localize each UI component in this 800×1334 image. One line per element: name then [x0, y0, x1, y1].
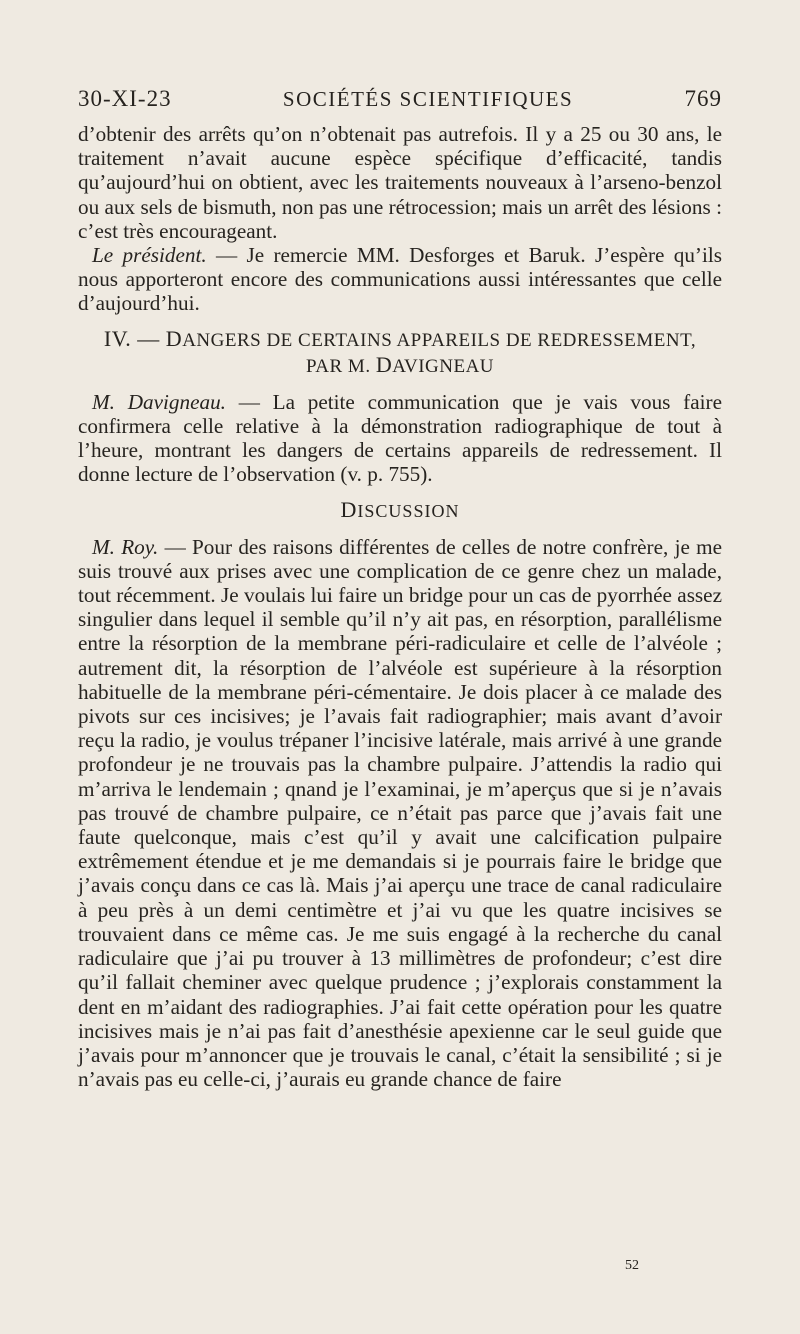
- speaker-roy: M. Roy.: [92, 534, 159, 559]
- section-heading-line-1: IV. — DANGERS DE CERTAINS APPAREILS DE REDRESSEMENT,: [103, 325, 697, 351]
- paragraph-2-text: — Je remercie MM. Desforges et Baruk. J’espère qu’ils nous apporteront encore des communications aussi intéressantes que celle d’aujourd’hui.: [78, 243, 722, 316]
- paragraph-3: [78, 390, 722, 487]
- section-heading: [78, 327, 722, 379]
- paragraph-3-text: — La petite communication que je vais vous faire confirmera celle relative à la démonstration radiographique de tout à l’heure, montrant les dangers de certains appareils de redressement. Il donne lecture de l’observation (v. p. 755).: [78, 389, 722, 487]
- speaker-davigneau: M. Davigneau.: [92, 389, 226, 414]
- section-heading-line-2: PAR M. DAVIGNEAU: [305, 351, 495, 377]
- header-page-number: 769: [684, 86, 722, 111]
- paragraph-4-text: — Pour des raisons différentes de celles de notre confrère, je me suis trouvé aux prises avec une complication de ce genre chez un malade, tout récemment. Je voulais lui faire un bridge pour un cas de pyorrhée assez singulier dans lequel il semble qu’il n’y ait pas, en résorption, parallélisme entre la résorption de la membrane péri-radiculaire et celle de l’alvéole ; autrement dit, la résorption de l’alvéole est supérieure à la résorption habituelle de la membrane péri-cémentaire. Je dois placer à ce malade des pivots sur ces incisives; je l’avais fait radiographier; mais avant d’avoir reçu la radio, je voulus trépaner l’incisive latérale, mais arrivé à une grande profondeur je ne trouvais pas la chambre pulpaire. J’attendis la radio qui m’arriva le lendemain ; qnand je l’examinai, je m’aperçus que si je n’avais pas trouvé de chambre pulpaire, ce n’était pas parce que j’avais fait une faute quelconque, mais c’est qu’il y avait une calcification pulpaire extrêmement étendue et je me demandais si je pourrais faire le bridge que j’avais conçu dans ce cas là. Mais j’ai aperçu une trace de canal radiculaire à peu près à un demi centimètre et j’ai vu que les quatre incisives se trouvaient dans ce même cas. Je me suis engagé à la recherche du canal radiculaire que j’ai pu trouver à 13 millimètres de profondeur; c’est dire qu’il fallait cheminer avec quelque prudence ; j’explorais constamment la dent en m’aidant des radiographies. J’ai fait cette opération pour les quatre incisives mais je n’ai pas fait d’anesthésie apexienne car le seul guide que j’avais pour m’annoncer que je trouvais le canal, c’était la sensibilité ; si je n’avais pas eu celle-ci, j’aurais eu grande chance de faire: [78, 534, 723, 1092]
- paragraph-1: d’obtenir des arrêts qu’on n’obtenait pas autrefois. Il y a 25 ou 30 ans, le traitement n’avait aucune espèce spécifique d’efficacité, tandis qu’aujourd’hui on obtient, avec les traitements nouveaux à l’arseno-benzol ou aux sels de bismuth, non pas une rétrocession; mais un arrêt des lésions : c’est très encourageant.: [78, 122, 722, 243]
- running-header: [78, 86, 722, 112]
- header-title: SOCIÉTÉS SCIENTIFIQUES: [282, 87, 574, 111]
- paragraph-2: [78, 243, 722, 316]
- discussion-heading: DISCUSSION: [340, 497, 460, 523]
- header-date: 30-XI-23: [78, 86, 172, 111]
- paragraph-4: [78, 535, 722, 1092]
- body-text: [78, 122, 722, 1091]
- signature-mark: 52: [625, 1258, 639, 1273]
- speaker-president: Le président.: [92, 243, 207, 268]
